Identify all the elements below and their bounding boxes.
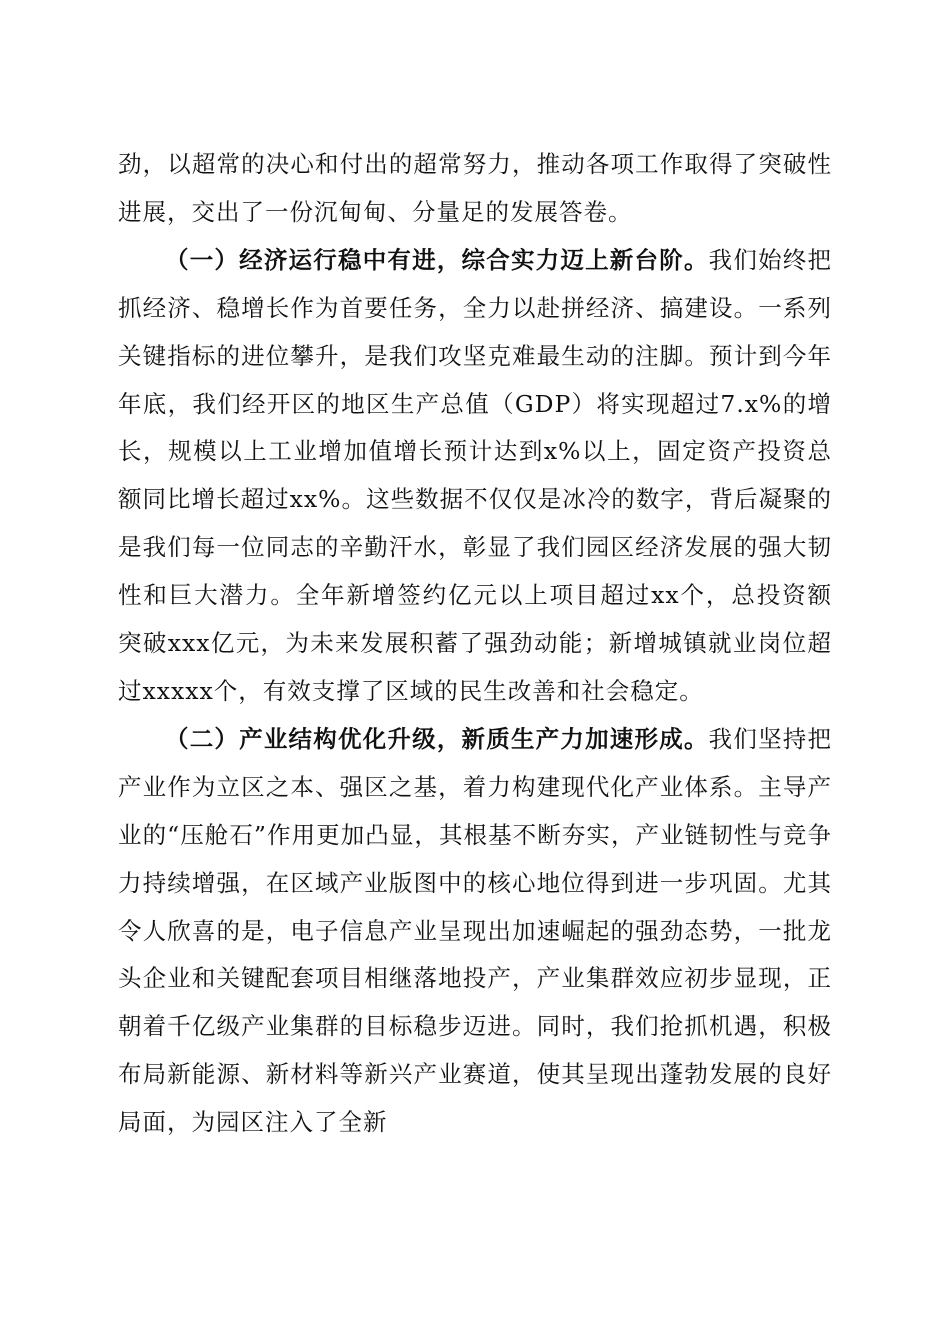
paragraph-heading: （二）产业结构优化升级，新质生产力加速形成。 (165, 724, 709, 753)
paragraph-industry (118, 716, 832, 1147)
paragraph-heading: （一）经济运行稳中有进，综合实力迈上新台阶。 (165, 245, 709, 274)
paragraph-continuation (118, 141, 832, 237)
paragraph-text: 我们坚持把产业作为立区之本、强区之基，着力构建现代化产业体系。主导产业的“压舱石”作用更加凸显，其根基不断夯实，产业链韧性与竞争力持续增强，在区域产业版图中的核心地位得到进一步巩固。尤其令人欣喜的是，电子信息产业呈现出加速崛起的强劲态势，一批龙头企业和关键配套项目相继落地投产，产业集群效应初步显现，正朝着千亿级产业集群的目标稳步迈进。同时，我们抢抓机遇，积极布局新能源、新材料等新兴产业赛道，使其呈现出蓬勃发展的良好局面，为园区注入了全新 (118, 724, 833, 1137)
paragraph-text: 我们始终把抓经济、稳增长作为首要任务，全力以赴拼经济、搞建设。一系列关键指标的进位攀升，是我们攻坚克难最生动的注脚。预计到今年年底，我们经开区的地区生产总值（GDP）将实现超过7.x%的增长，规模以上工业增加值增长预计达到x%以上，固定资产投资总额同比增长超过xx%。这些数据不仅仅是冰冷的数字，背后凝聚的是我们每一位同志的辛勤汗水，彰显了我们园区经济发展的强大韧性和巨大潜力。全年新增签约亿元以上项目超过xx个，总投资额突破xxx亿元，为未来发展积蓄了强劲动能；新增城镇就业岗位超过xxxxx个，有效支撑了区域的民生改善和社会稳定。 (118, 245, 833, 705)
paragraph-economy (118, 237, 832, 716)
paragraph-text: 劲，以超常的决心和付出的超常努力，推动各项工作取得了突破性进展，交出了一份沉甸甸、分量足的发展答卷。 (118, 150, 832, 226)
document-body (118, 141, 832, 1147)
